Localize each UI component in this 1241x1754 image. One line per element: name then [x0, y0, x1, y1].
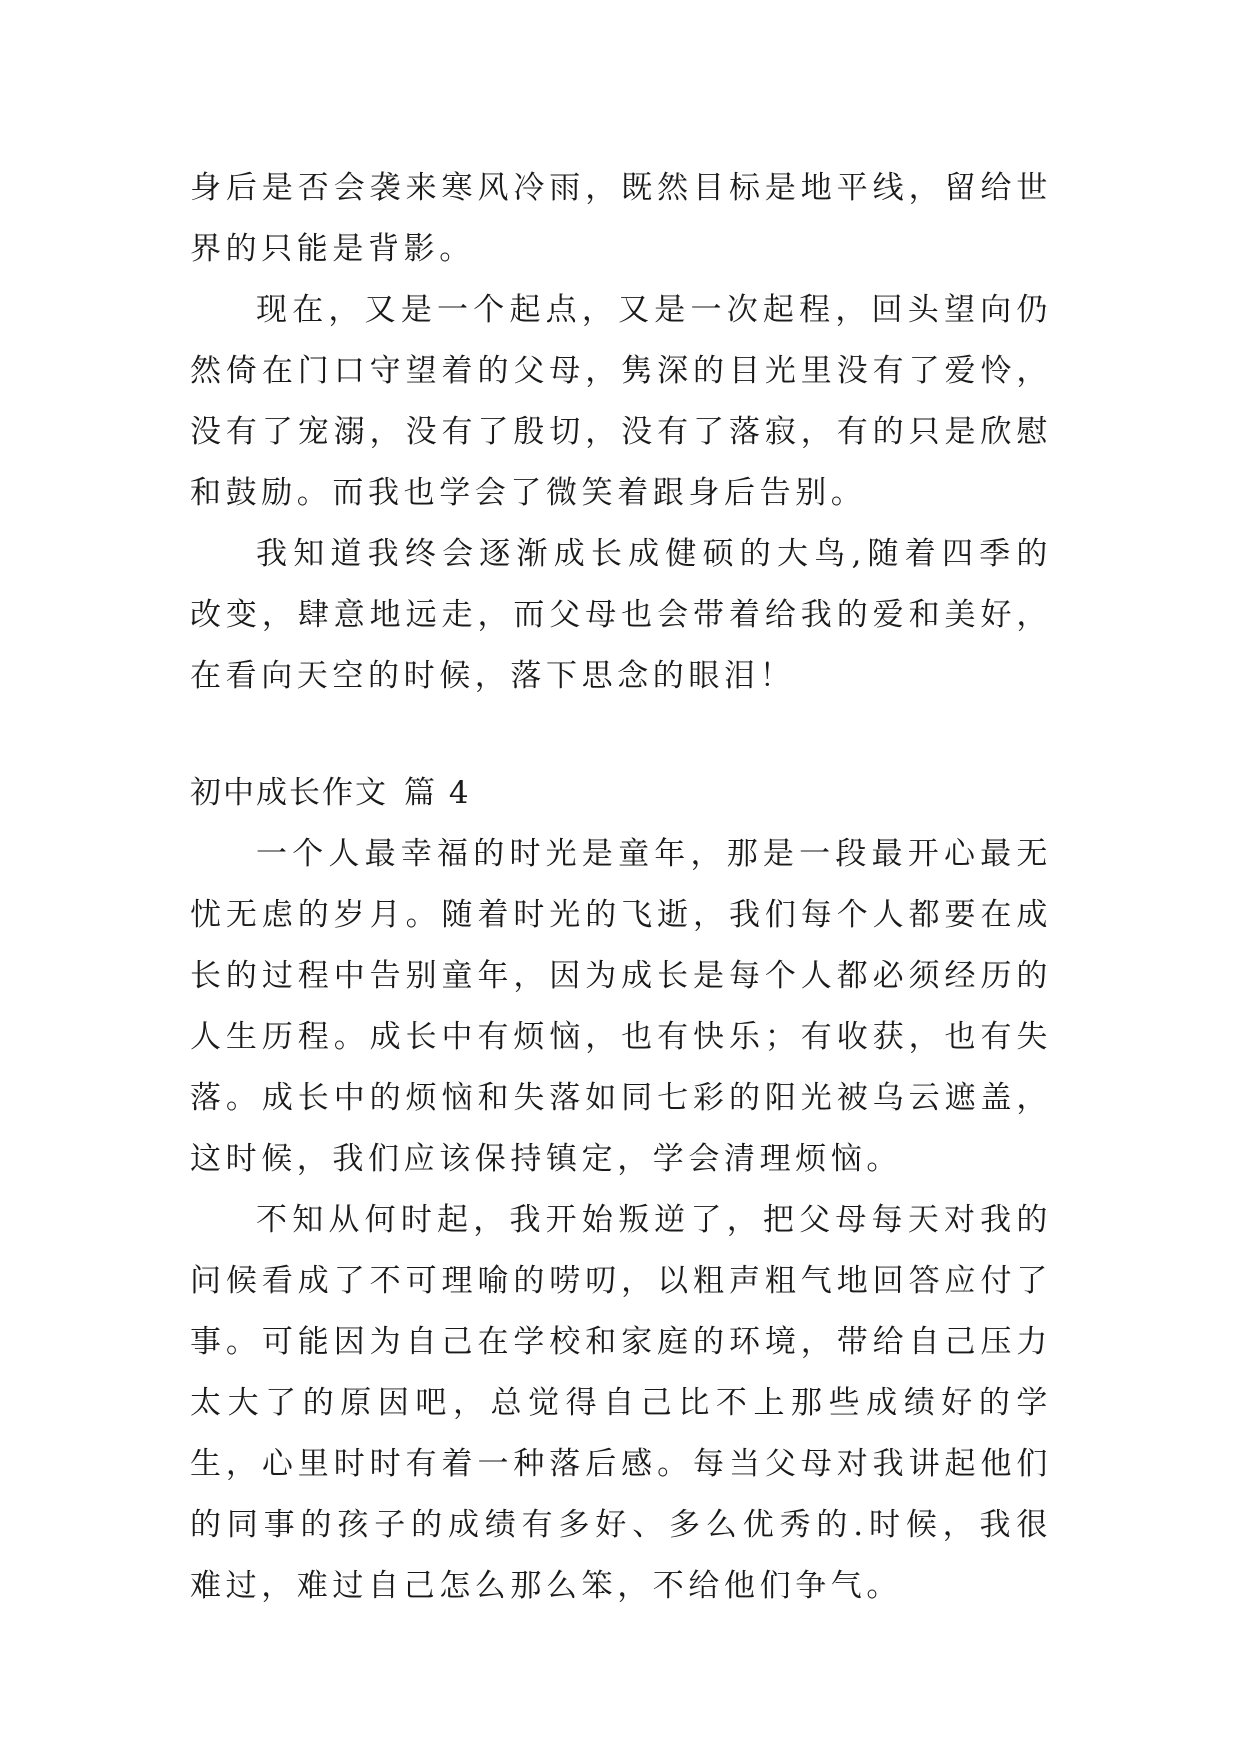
- section-spacer: [190, 707, 1052, 763]
- paragraph: 现在，又是一个起点，又是一次起程，回头望向仍然倚在门口守望着的父母，隽深的目光里没有了爱怜，没有了宠溺，没有了殷切，没有了落寂，有的只是欣慰和鼓励。而我也学会了微笑着跟身后告别。: [190, 292, 1052, 511]
- document-body: [190, 158, 1052, 1617]
- section-heading: [190, 763, 1052, 824]
- paragraph: 不知从何时起，我开始叛逆了，把父母每天对我的问候看成了不可理喻的唠叨，以粗声粗气地回答应付了事。可能因为自己在学校和家庭的环境，带给自己压力太大了的原因吧，总觉得自己比不上那些成绩好的学生，心里时时有着一种落后感。每当父母对我讲起他们的同事的孩子的成绩有多好、多么优秀的.时候，我很难过，难过自己怎么那么笨，不给他们争气。: [190, 1202, 1052, 1604]
- paragraph: 身后是否会袭来寒风冷雨，既然目标是地平线，留给世界的只能是背影。: [190, 170, 1052, 267]
- section-heading-number: 篇 4: [404, 775, 471, 811]
- paragraph: 我知道我终会逐渐成长成健硕的大鸟,随着四季的改变，肆意地远走，而父母也会带着给我的爱和美好，在看向天空的时候，落下思念的眼泪！: [190, 536, 1052, 694]
- paragraph: 一个人最幸福的时光是童年，那是一段最开心最无忧无虑的岁月。随着时光的飞逝，我们每个人都要在成长的过程中告别童年，因为成长是每个人都必须经历的人生历程。成长中有烦恼，也有快乐；有收获，也有失落。成长中的烦恼和失落如同七彩的阳光被乌云遮盖，这时候，我们应该保持镇定，学会清理烦恼。: [190, 836, 1052, 1177]
- section-heading-title: 初中成长作文: [190, 775, 388, 811]
